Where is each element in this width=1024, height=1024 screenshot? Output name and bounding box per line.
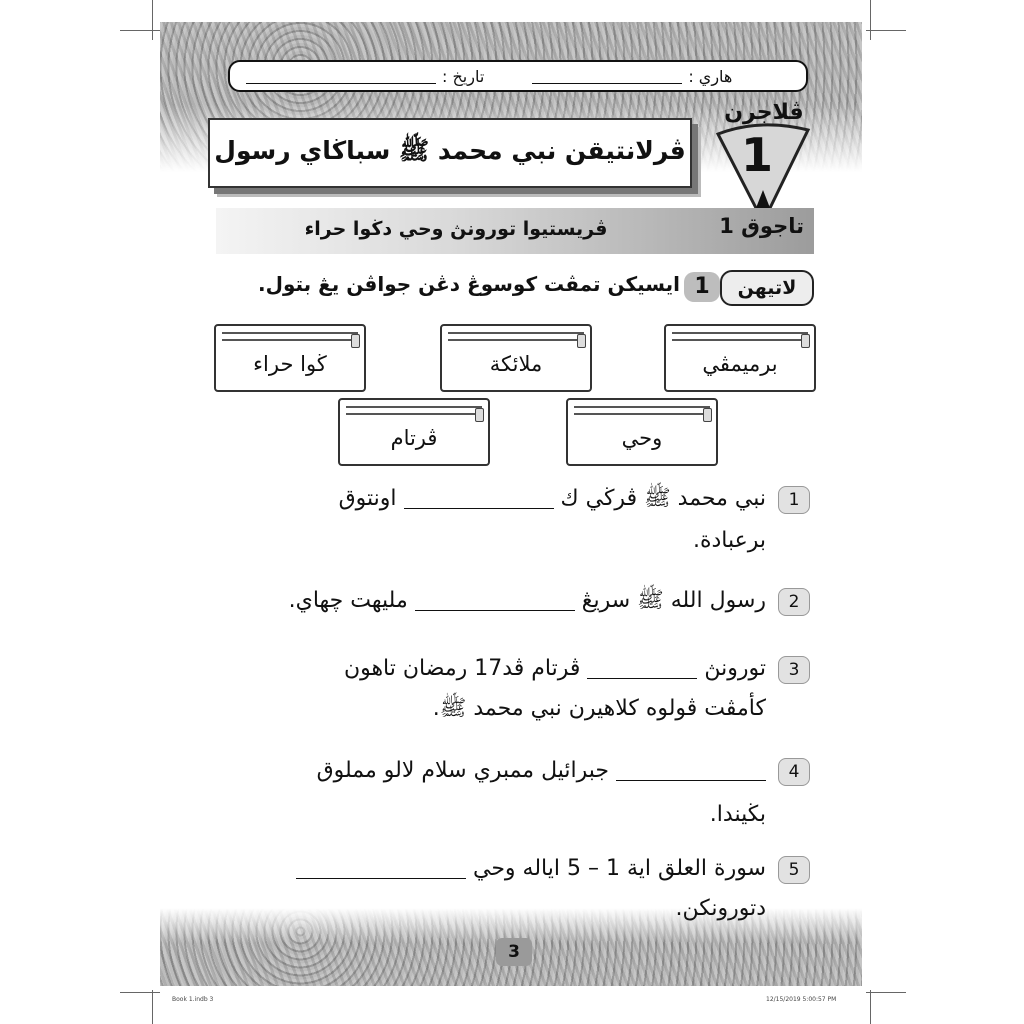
word-bank-item (338, 398, 490, 466)
question-number: 3 (778, 656, 810, 684)
question-2 (230, 582, 766, 620)
question-text: نبي محمد ﷺ ڤرڬي ك (560, 486, 766, 511)
question-number: 2 (778, 588, 810, 616)
question-number: 5 (778, 856, 810, 884)
question-4 (250, 752, 766, 790)
crop-mark (152, 990, 153, 1024)
word-bank-item (664, 324, 816, 392)
topic-text: ڤريستيوا تورونڽ وحي دڬوا حراء (304, 218, 608, 240)
word-bank-item (440, 324, 592, 392)
crop-mark (120, 992, 160, 993)
crop-mark (870, 990, 871, 1024)
question-text: مليهت چهاي. (288, 588, 408, 613)
exercise-label: لاتيهن (720, 270, 814, 306)
word-bank-text: ملائكة (489, 352, 543, 376)
date-label: تاريخ : (442, 66, 485, 86)
print-file-name: Book 1.indb 3 (172, 996, 214, 1003)
crop-mark (866, 30, 906, 31)
crop-mark (152, 0, 153, 40)
chapter-number: 1 (740, 128, 773, 182)
answer-blank[interactable] (415, 592, 575, 611)
crop-mark (866, 992, 906, 993)
question-3-line2: كأمڤت ڤولوه كلاهيرن نبي محمد ﷺ. (432, 696, 766, 721)
question-number: 4 (778, 758, 810, 786)
name-line[interactable] (532, 69, 682, 84)
question-3 (250, 650, 766, 688)
exercise-instruction: ايسيكن تمڤت كوسوڠ دڠن جواڤن يڠ بتول. (258, 272, 680, 296)
answer-blank[interactable] (587, 660, 697, 679)
question-text: ڤرتام ڤد17 رمضان تاهون (343, 656, 581, 681)
word-bank-item (214, 324, 366, 392)
question-text: تورونڽ (704, 656, 766, 681)
word-bank-text: ڤرتام (390, 426, 438, 450)
question-1-line2: برعبادة. (692, 528, 766, 553)
question-5 (250, 850, 766, 888)
question-text: جبرائيل ممبري سلام لالو مملوق (316, 758, 609, 783)
date-line[interactable] (246, 69, 436, 84)
page-title: ڤرلانتيقن نبي محمد ﷺ سباڬاي رسول (208, 118, 692, 188)
topic-label: تاجوق 1 (719, 214, 804, 238)
question-text: سورة العلق اية 1 – 5 اياله وحي (472, 856, 766, 881)
name-label: هاري : (688, 66, 733, 86)
answer-blank[interactable] (616, 762, 766, 781)
topic-bar (216, 208, 814, 254)
question-text: رسول الله ﷺ سريڠ (581, 588, 766, 613)
exercise-number: 1 (684, 272, 720, 302)
page-number: 3 (496, 938, 532, 966)
question-4-line2: بڬيندا. (709, 802, 766, 827)
name-date-header (228, 60, 808, 92)
print-timestamp: 12/15/2019 5:00:57 PM (766, 996, 837, 1003)
word-bank-text: ڬوا حراء (253, 352, 327, 376)
word-bank-item (566, 398, 718, 466)
word-bank-text: برميمڤي (702, 352, 778, 376)
question-5-line2: دتورونكن. (675, 896, 766, 921)
crop-mark (120, 30, 160, 31)
question-number: 1 (778, 486, 810, 514)
crop-mark (870, 0, 871, 40)
answer-blank[interactable] (296, 860, 466, 879)
answer-blank[interactable] (404, 490, 554, 509)
word-bank-text: وحي (621, 426, 663, 450)
question-text: اونتوق (338, 486, 397, 511)
question-1 (250, 480, 766, 518)
chapter-word: ڤلاجرن (724, 100, 804, 125)
